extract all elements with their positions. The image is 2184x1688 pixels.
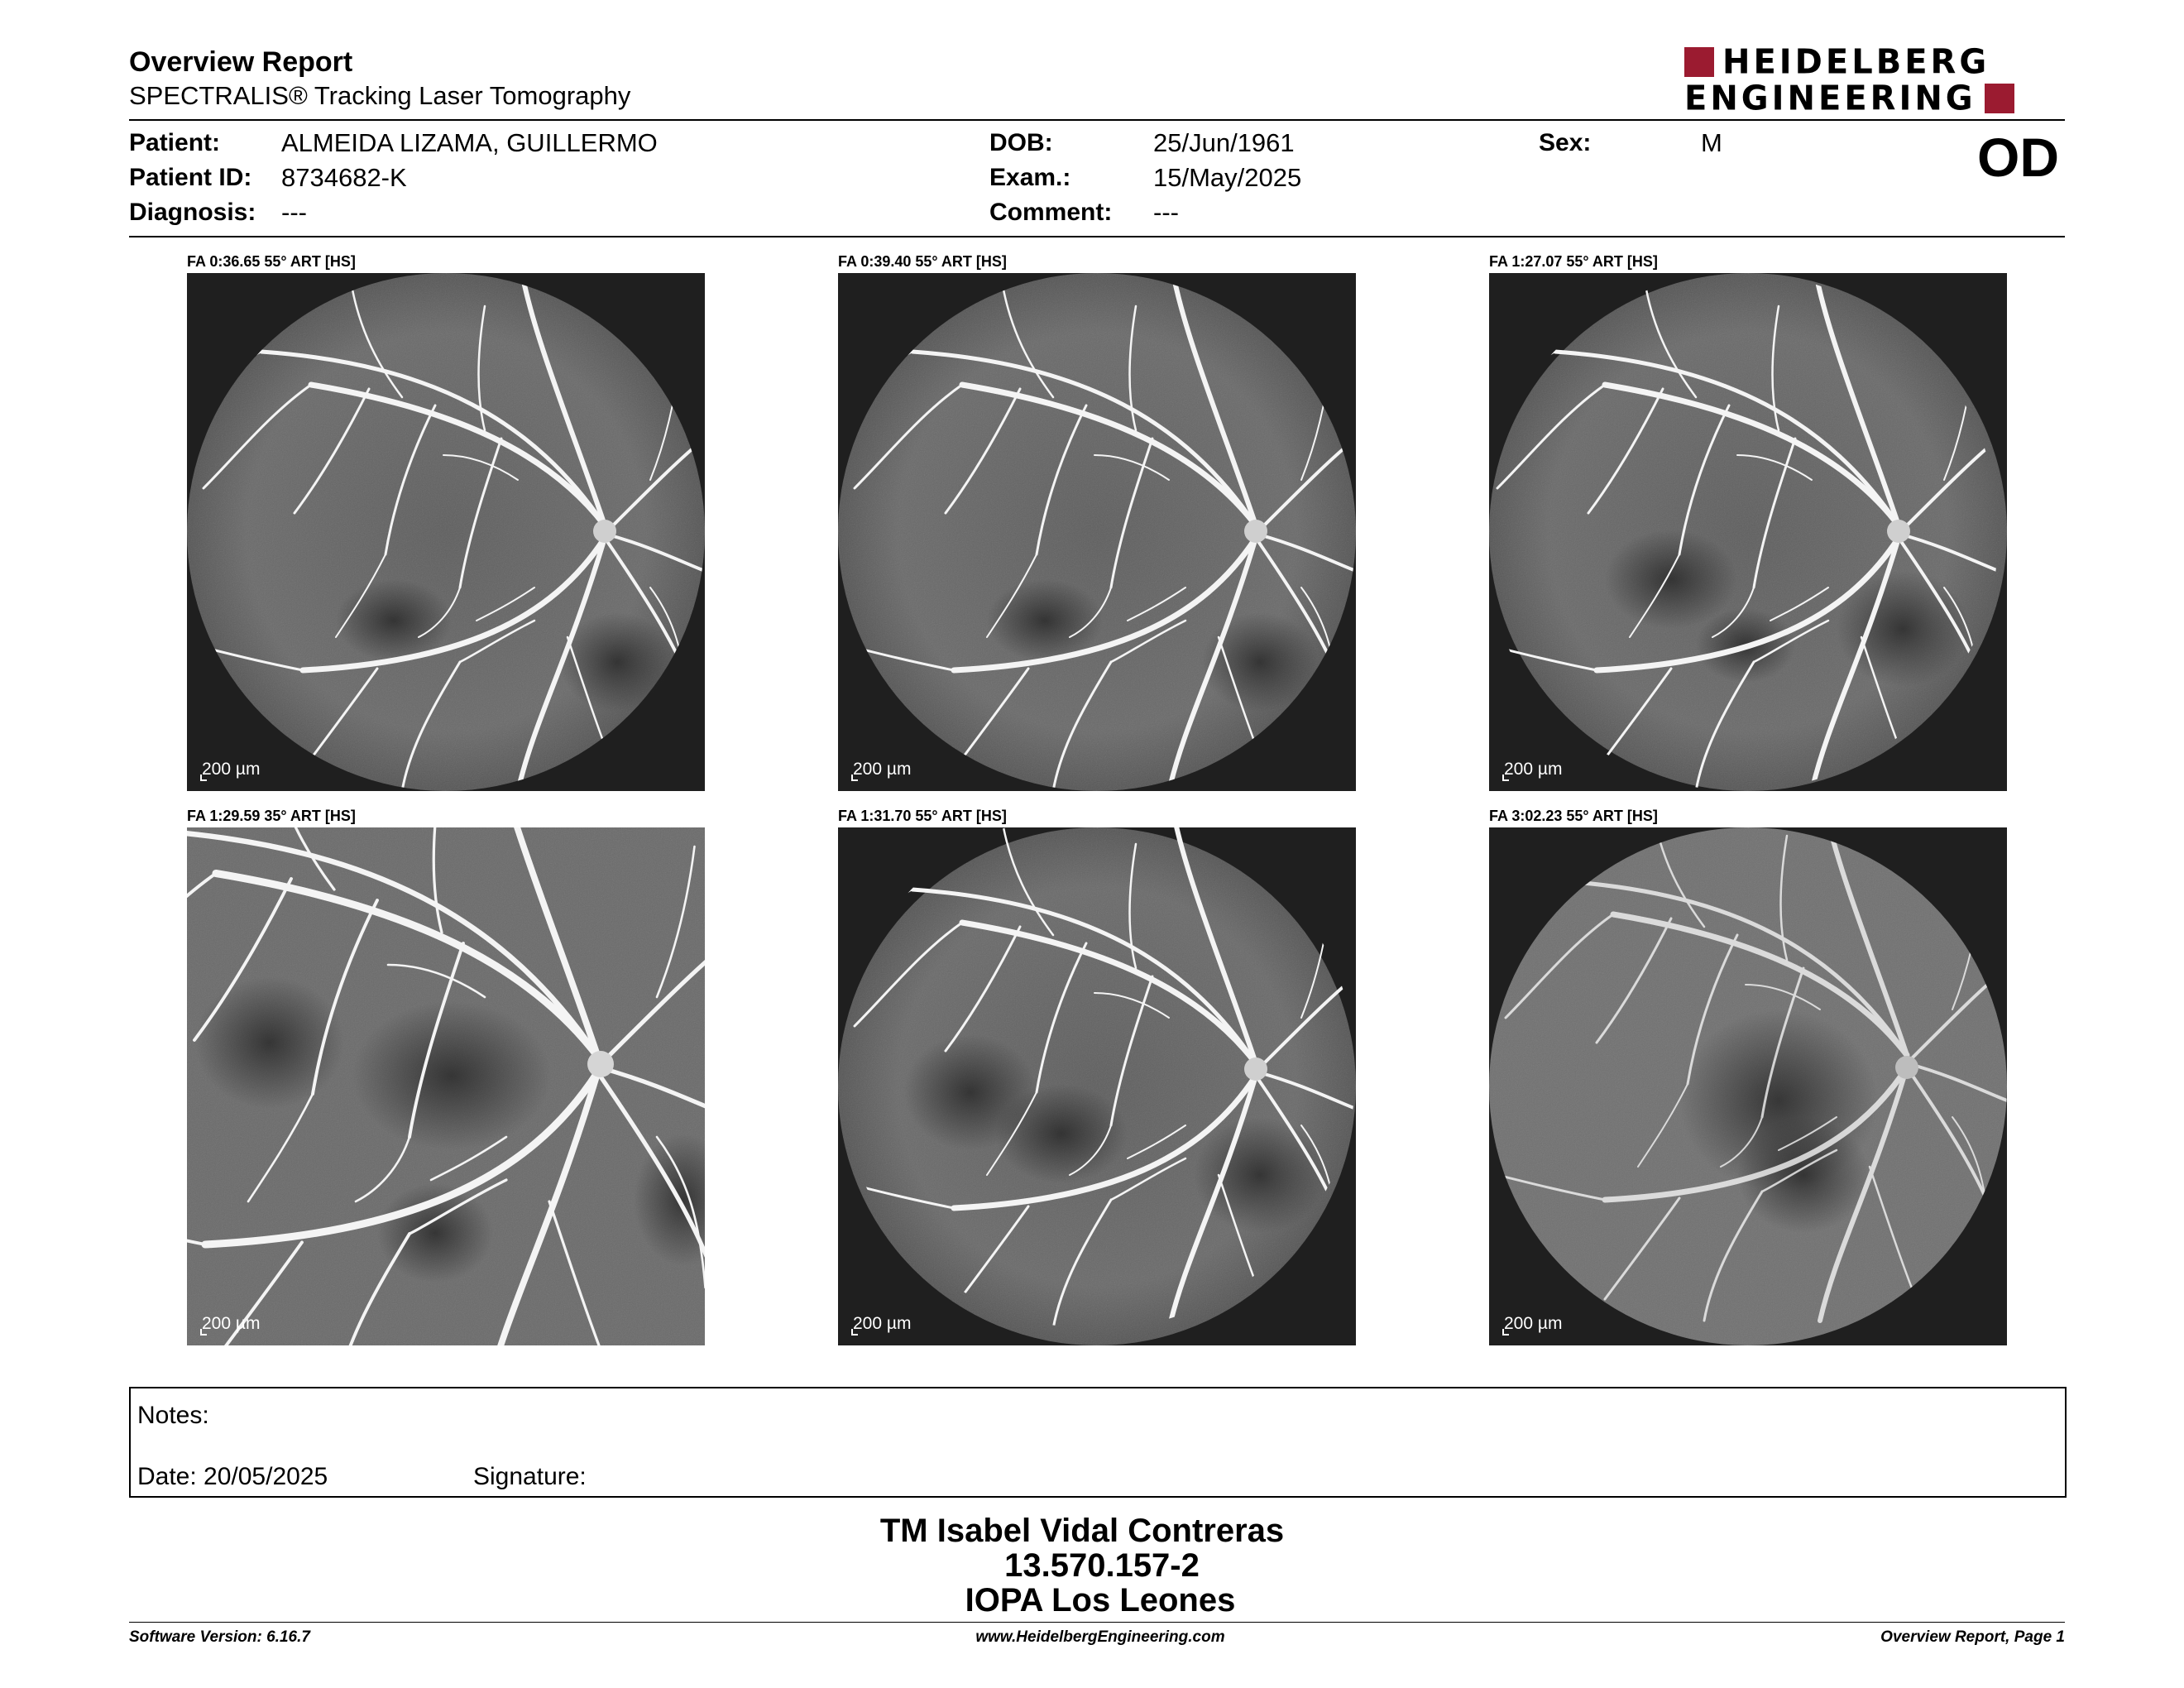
report-title: Overview Report <box>129 46 353 78</box>
scale-label: 200 µm <box>853 1314 912 1333</box>
notes-box[interactable] <box>129 1387 2067 1498</box>
patient-label: Patient: <box>129 129 221 156</box>
angiogram-image[interactable] <box>838 273 1356 791</box>
angiogram-image[interactable] <box>1489 273 2007 791</box>
sex-label: Sex: <box>1539 129 1592 156</box>
comment-label: Comment: <box>989 199 1113 226</box>
logo-line-2: ENGINEERING <box>1684 79 1976 118</box>
diagnosis-value: --- <box>281 198 307 227</box>
page-number: Overview Report, Page 1 <box>1880 1628 2065 1646</box>
dob-label: DOB: <box>989 129 1053 156</box>
image-caption: FA 0:36.65 55° ART [HS] <box>187 253 356 270</box>
info-divider <box>129 236 2065 237</box>
signatory-name: TM Isabel Vidal Contreras <box>879 1513 1285 1549</box>
exam-label: Exam.: <box>989 164 1071 191</box>
image-caption: FA 1:31.70 55° ART [HS] <box>838 808 1007 824</box>
image-caption: FA 3:02.23 55° ART [HS] <box>1489 808 1658 824</box>
image-caption: FA 0:39.40 55° ART [HS] <box>838 253 1007 270</box>
angiogram-image[interactable] <box>1489 827 2007 1345</box>
signatory-institution: IOPA Los Leones <box>965 1582 1236 1618</box>
scale-label: 200 µm <box>1504 1314 1563 1333</box>
exam-value: 15/May/2025 <box>1153 163 1302 192</box>
signature-field: Signature: <box>473 1463 587 1490</box>
notes-label: Notes: <box>137 1402 209 1429</box>
angiogram-image[interactable] <box>838 827 1356 1345</box>
report-subtitle: SPECTRALIS® Tracking Laser Tomography <box>129 81 631 110</box>
diagnosis-label: Diagnosis: <box>129 199 256 226</box>
angiogram-image[interactable] <box>187 827 705 1345</box>
scale-label: 200 µm <box>1504 760 1563 779</box>
logo-square-icon <box>1684 47 1714 77</box>
heidelberg-logo <box>1684 42 2063 118</box>
patient-id-label: Patient ID: <box>129 164 252 191</box>
image-caption: FA 1:29.59 35° ART [HS] <box>187 808 356 824</box>
sex-value: M <box>1701 128 1722 157</box>
date-field: Date: 20/05/2025 <box>137 1463 328 1490</box>
patient-name: ALMEIDA LIZAMA, GUILLERMO <box>281 128 658 157</box>
eye-laterality: OD <box>1977 127 2059 188</box>
scale-label: 200 µm <box>202 1314 261 1333</box>
website-link[interactable]: www.HeidelbergEngineering.com <box>975 1628 1225 1646</box>
dob-value: 25/Jun/1961 <box>1153 128 1295 157</box>
patient-id: 8734682-K <box>281 163 407 192</box>
comment-value: --- <box>1153 198 1179 227</box>
angiogram-image[interactable] <box>187 273 705 791</box>
image-caption: FA 1:27.07 55° ART [HS] <box>1489 253 1658 270</box>
software-version: Software Version: 6.16.7 <box>129 1628 310 1646</box>
scale-label: 200 µm <box>202 760 261 779</box>
logo-line-1: HEIDELBERG <box>1722 42 1990 82</box>
header-divider <box>129 119 2065 121</box>
signatory-id: 13.570.157-2 <box>1004 1547 1200 1584</box>
logo-square-icon <box>1985 84 2014 113</box>
scale-label: 200 µm <box>853 760 912 779</box>
footer-divider <box>129 1622 2065 1623</box>
